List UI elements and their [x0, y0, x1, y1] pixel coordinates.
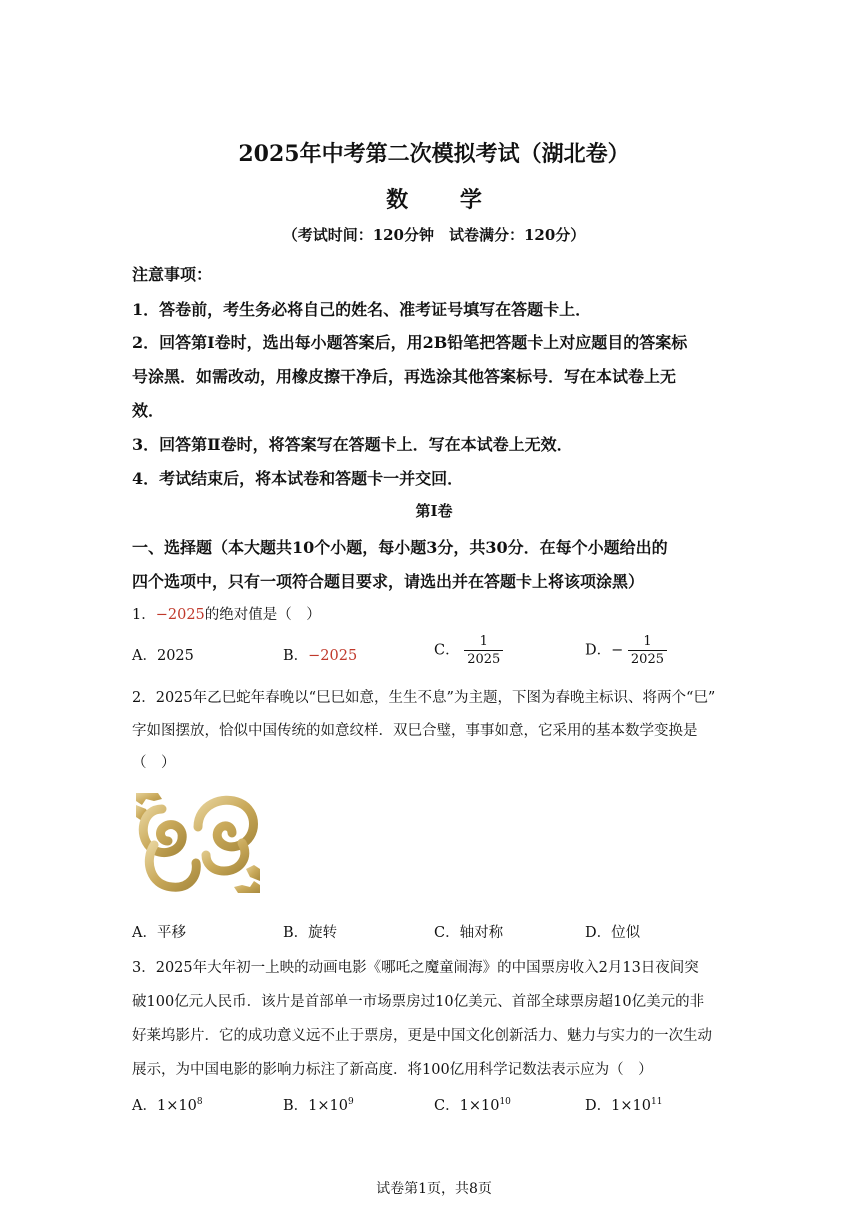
question-3-stem: 3．2025年大年初一上映的动画电影《哪吒之魔童闹海》的中国票房收入2月13日夜间突 [132, 960, 699, 976]
q1-option-d: D．− $\frac{1}{2025}$ [585, 633, 667, 668]
question-2-stem: （ ） [132, 755, 176, 771]
note-item: 1．答卷前，考生务必将自己的姓名、准考证号填写在答题卡上． [132, 300, 592, 319]
question-3-stem: 好莱坞影片．它的成功意义远不止于票房，更是中国文化创新活力、魅力与实力的一次生动 [132, 1028, 712, 1044]
spring-festival-logo-image [132, 787, 264, 899]
q1-option-c: C． $\frac{1}{2025}$ [434, 633, 503, 668]
note-item: 4．考试结束后，将本试卷和答题卡一并交回． [132, 469, 464, 488]
question-1-stem [132, 603, 321, 624]
q2-option-c: C．轴对称 [434, 925, 504, 941]
q1-option-a: A．2025 [132, 648, 194, 664]
q2-option-d: D．位似 [585, 925, 641, 941]
question-3-stem: 展示，为中国电影的影响力标注了新高度．将100亿用科学记数法表示应为（ ） [132, 1062, 653, 1078]
fraction: $\frac{1}{2025}$ [628, 633, 667, 668]
q2-option-b: B．旋转 [283, 925, 338, 941]
note-item: 效． [132, 401, 165, 420]
q1-option-b: B．−2025 [283, 648, 358, 664]
fraction: $\frac{1}{2025}$ [464, 633, 503, 668]
question-2-stem: 2．2025年乙巳蛇年春晚以“巳巳如意，生生不息”为主题，下图为春晚主标识、将两个“巳” [132, 690, 716, 706]
q3-option-c: C．$1\times 10^{10}$ [434, 1097, 511, 1114]
part-label: 第Ⅰ卷 [415, 502, 453, 520]
q3-option-b: B．$1\times 10^9$ [283, 1097, 354, 1114]
subject-title: 数 学 [386, 187, 504, 213]
note-item: 3．回答第Ⅱ卷时，将答案写在答题卡上．写在本试卷上无效． [132, 435, 573, 454]
q3-option-a: A．$1\times 10^8$ [132, 1097, 203, 1114]
question-2-stem: 字如图摆放，恰似中国传统的如意纹样．双巳合璧，事事如意，它采用的基本数学变换是 [132, 723, 698, 739]
question-value: −2025 [155, 607, 205, 623]
question-number: 1． [132, 607, 156, 623]
question-3-stem: 破100亿元人民币．该片是首部单一市场票房过10亿美元、首部全球票房超10亿美元的非 [132, 994, 705, 1010]
notes-heading: 注意事项： [132, 265, 213, 284]
note-item: 2．回答第Ⅰ卷时，选出每小题答案后，用2B铅笔把答题卡上对应题目的答案标 [132, 333, 688, 352]
q3-option-d: D．$1\times 10^{11}$ [585, 1097, 663, 1114]
q2-option-a: A．平移 [132, 925, 186, 941]
section-instructions: 一、选择题（本大题共10个小题，每小题3分，共30分．在每个小题给出的 [132, 538, 668, 557]
exam-info: （考试时间：120分钟 试卷满分：120分） [282, 226, 586, 244]
question-text: 的绝对值是（ ） [204, 607, 321, 623]
section-instructions: 四个选项中，只有一项符合题目要求，请选出并在答题卡上将该项涂黑） [132, 572, 645, 591]
exam-title: 2025年中考第二次模拟考试（湖北卷） [238, 141, 630, 167]
page-footer: 试卷第1页，共8页 [376, 1181, 492, 1197]
note-item: 号涂黑．如需改动，用橡皮擦干净后，再选涂其他答案标号．写在本试卷上无 [132, 367, 677, 386]
